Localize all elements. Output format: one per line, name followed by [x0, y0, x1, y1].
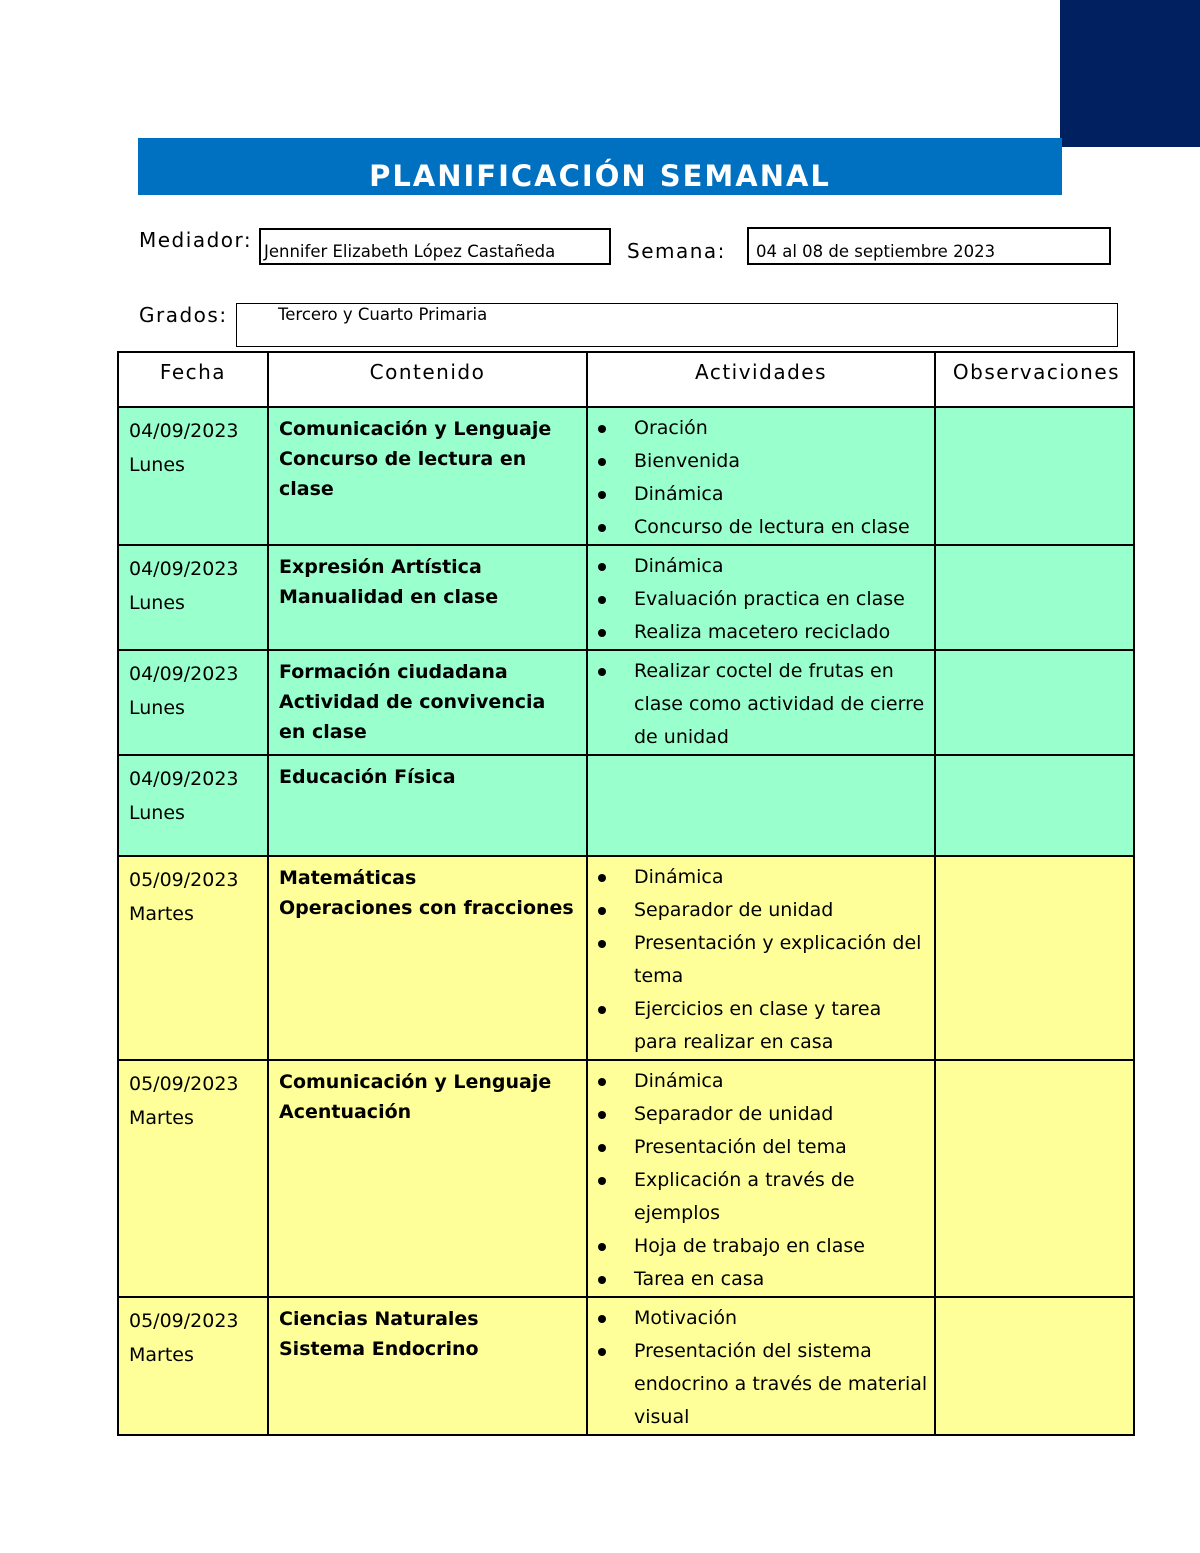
content-cell	[268, 856, 587, 1060]
bullet-icon	[598, 907, 606, 915]
day-text: Lunes	[129, 802, 185, 824]
day-text: Lunes	[129, 592, 185, 614]
date-cell	[118, 856, 268, 1060]
observations-text	[936, 408, 1133, 414]
table-row	[118, 407, 1134, 545]
bullet-icon	[598, 524, 606, 532]
activity-text: Oración	[634, 417, 708, 439]
date-cell	[118, 755, 268, 856]
date-text: 05/09/2023	[129, 1310, 239, 1332]
page-title: PLANIFICACIÓN SEMANAL	[369, 159, 831, 193]
bullet-icon	[598, 629, 606, 637]
observations-cell[interactable]	[935, 1060, 1134, 1297]
activities-list	[588, 408, 934, 544]
bullet-icon	[598, 1276, 606, 1284]
bullet-icon	[598, 1315, 606, 1323]
grados-value: Tercero y Cuarto Primaria	[278, 305, 488, 324]
date-text: 04/09/2023	[129, 768, 239, 790]
bullet-icon	[598, 596, 606, 604]
observations-text	[936, 1298, 1133, 1304]
activities-cell	[587, 407, 935, 545]
activity-item	[588, 1131, 928, 1164]
date-cell	[118, 407, 268, 545]
content-cell	[268, 650, 587, 755]
subject-title: Ciencias Naturales	[279, 1308, 479, 1330]
activity-item	[588, 993, 928, 1059]
activities-cell	[587, 650, 935, 755]
observations-text	[936, 857, 1133, 863]
activity-item	[588, 1098, 928, 1131]
mediador-label: Mediador:	[139, 228, 253, 252]
corner-decoration	[1060, 0, 1200, 147]
activity-text: Separador de unidad	[634, 899, 834, 921]
subject-title: Educación Física	[279, 766, 456, 788]
subject-topic: Sistema Endocrino	[279, 1338, 479, 1360]
activity-text: Dinámica	[634, 555, 724, 577]
content-cell	[268, 407, 587, 545]
bullet-icon	[598, 668, 606, 676]
activity-item	[588, 1164, 928, 1230]
table-row	[118, 1297, 1134, 1435]
observations-cell[interactable]	[935, 755, 1134, 856]
activity-item	[588, 412, 928, 445]
bullet-icon	[598, 1177, 606, 1185]
observations-cell[interactable]	[935, 856, 1134, 1060]
date-cell	[118, 650, 268, 755]
activity-item	[588, 861, 928, 894]
activities-list	[588, 651, 934, 754]
content-cell	[268, 1060, 587, 1297]
title-bar	[138, 138, 1062, 195]
activity-item	[588, 894, 928, 927]
bullet-icon	[598, 1078, 606, 1086]
subject-title: Comunicación y Lenguaje	[279, 1071, 552, 1093]
day-text: Martes	[129, 1344, 194, 1366]
subject-title: Comunicación y Lenguaje	[279, 418, 552, 440]
activity-text: Hoja de trabajo en clase	[634, 1235, 865, 1257]
bullet-icon	[598, 1111, 606, 1119]
date-text: 04/09/2023	[129, 420, 239, 442]
subject-topic: Operaciones con fracciones	[279, 897, 574, 919]
subject-title: Expresión Artística	[279, 556, 482, 578]
activity-text: Concurso de lectura en clase	[634, 516, 910, 538]
date-text: 04/09/2023	[129, 663, 239, 685]
column-header-actividades: Actividades	[587, 352, 935, 407]
activity-text: Bienvenida	[634, 450, 741, 472]
bullet-icon	[598, 1006, 606, 1014]
activity-text: Dinámica	[634, 1070, 724, 1092]
bullet-icon	[598, 1243, 606, 1251]
activity-item	[588, 655, 928, 754]
activity-text: Motivación	[634, 1307, 738, 1329]
column-header-observaciones: Observaciones	[935, 352, 1134, 407]
activity-text: Evaluación practica en clase	[634, 588, 905, 610]
observations-cell[interactable]	[935, 545, 1134, 650]
observations-text	[936, 756, 1133, 762]
mediador-value: Jennifer Elizabeth López Castañeda	[264, 242, 556, 261]
activity-text: Separador de unidad	[634, 1103, 834, 1125]
activity-item	[588, 1302, 928, 1335]
activity-item	[588, 616, 928, 649]
bullet-icon	[598, 874, 606, 882]
content-cell	[268, 755, 587, 856]
activity-text: Explicación a través de ejemplos	[634, 1169, 855, 1224]
activity-text: Tarea en casa	[634, 1268, 765, 1290]
activities-cell	[587, 856, 935, 1060]
semana-label: Semana:	[627, 239, 726, 263]
subject-topic: Actividad de convivencia en clase	[279, 691, 546, 743]
subject-title: Matemáticas	[279, 867, 417, 889]
table-row	[118, 650, 1134, 755]
grados-label: Grados:	[139, 303, 228, 327]
activity-text: Presentación del tema	[634, 1136, 847, 1158]
activity-item	[588, 927, 928, 993]
activities-cell	[587, 545, 935, 650]
activity-text: Presentación y explicación del tema	[634, 932, 922, 987]
activity-item	[588, 445, 928, 478]
activity-text: Realizar coctel de frutas en clase como actividad de cierre de unidad	[634, 660, 925, 748]
semana-value: 04 al 08 de septiembre 2023	[756, 242, 996, 261]
date-text: 04/09/2023	[129, 558, 239, 580]
activity-text: Presentación del sistema endocrino a través de material visual	[634, 1340, 928, 1428]
bullet-icon	[598, 1144, 606, 1152]
activity-item	[588, 583, 928, 616]
table-row	[118, 545, 1134, 650]
activity-item	[588, 1335, 928, 1434]
day-text: Martes	[129, 903, 194, 925]
activity-item	[588, 1230, 928, 1263]
activity-item	[588, 1263, 928, 1296]
activity-text: Dinámica	[634, 866, 724, 888]
subject-topic: Manualidad en clase	[279, 586, 499, 608]
grados-field[interactable]	[236, 303, 1118, 347]
activities-list	[588, 1061, 934, 1296]
activity-text: Realiza macetero reciclado	[634, 621, 891, 643]
column-header-contenido: Contenido	[268, 352, 587, 407]
date-text: 05/09/2023	[129, 1073, 239, 1095]
planning-table	[117, 351, 1135, 1436]
activities-cell	[587, 755, 935, 856]
table-row	[118, 1060, 1134, 1297]
subject-topic: Acentuación	[279, 1101, 412, 1123]
date-text: 05/09/2023	[129, 869, 239, 891]
day-text: Martes	[129, 1107, 194, 1129]
bullet-icon	[598, 563, 606, 571]
day-text: Lunes	[129, 454, 185, 476]
observations-cell[interactable]	[935, 407, 1134, 545]
activities-cell	[587, 1297, 935, 1435]
activity-item	[588, 1065, 928, 1098]
mediador-field[interactable]	[259, 228, 611, 265]
subject-topic: Concurso de lectura en clase	[279, 448, 527, 500]
date-cell	[118, 1060, 268, 1297]
day-text: Lunes	[129, 697, 185, 719]
activities-list	[588, 857, 934, 1059]
date-cell	[118, 1297, 268, 1435]
semana-field[interactable]	[747, 227, 1111, 265]
observations-text	[936, 651, 1133, 657]
activities-list	[588, 546, 934, 649]
table-row	[118, 856, 1134, 1060]
table-row	[118, 755, 1134, 856]
column-header-fecha: Fecha	[118, 352, 268, 407]
observations-cell[interactable]	[935, 1297, 1134, 1435]
activity-item	[588, 511, 928, 544]
activities-list	[588, 1298, 934, 1434]
bullet-icon	[598, 1348, 606, 1356]
subject-title: Formación ciudadana	[279, 661, 508, 683]
content-cell	[268, 545, 587, 650]
activity-item	[588, 550, 928, 583]
bullet-icon	[598, 458, 606, 466]
bullet-icon	[598, 425, 606, 433]
observations-text	[936, 546, 1133, 552]
activities-cell	[587, 1060, 935, 1297]
observations-text	[936, 1061, 1133, 1067]
date-cell	[118, 545, 268, 650]
activity-text: Dinámica	[634, 483, 724, 505]
bullet-icon	[598, 940, 606, 948]
content-cell	[268, 1297, 587, 1435]
activity-item	[588, 478, 928, 511]
table-header-row	[118, 352, 1134, 407]
observations-cell[interactable]	[935, 650, 1134, 755]
activity-text: Ejercicios en clase y tarea para realizar en casa	[634, 998, 882, 1053]
bullet-icon	[598, 491, 606, 499]
